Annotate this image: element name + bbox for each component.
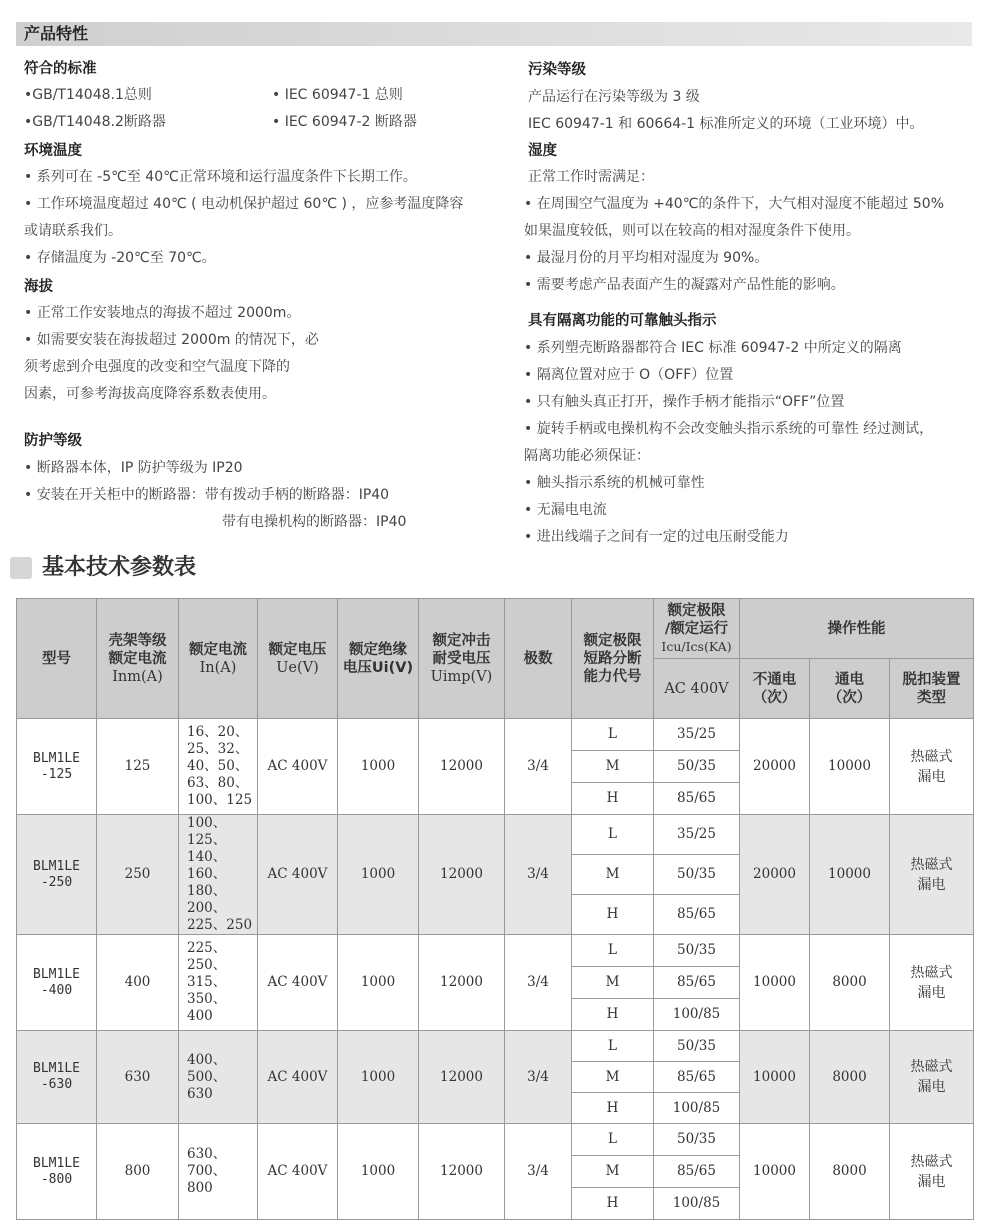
heading-ambient-temperature: 环境温度 [24,143,82,159]
trip-line: 漏电 [917,1079,946,1095]
th-line: Ue(V) [276,659,319,676]
cell-ops-without-current: 10000 [740,1124,810,1220]
section-header-bar [16,22,972,46]
cell-trip-type [890,815,974,935]
humidity-line: • 在周围空气温度为 +40℃的条件下，大气相对湿度不能超过 50% [524,196,944,212]
cell-insulation-voltage: 1000 [338,815,419,935]
th-line: 额定电流 [108,650,167,667]
spec-table-head [17,599,974,719]
th-line: 类型 [917,689,947,706]
cell-trip-type [890,1124,974,1220]
th-line: 额定极限 [583,632,642,649]
humidity-line: • 最湿月份的月平均相对湿度为 90%。 [524,250,769,266]
std-item: •GB/T14048.1总则 [24,87,152,103]
th-line: Uimp(V) [430,668,493,685]
current-line: 100、125、 [187,815,227,848]
th-line: 额定极限 [667,602,726,619]
cell-poles: 3/4 [505,935,572,1031]
th-line: Inm(A) [112,668,163,685]
cell-icu-ics: 50/35 [654,751,740,783]
trip-line: 热磁式 [910,748,953,765]
th-line: 短路分断 [583,650,642,667]
humidity-line: 如果温度较低，则可以在较高的相对湿度条件下使用。 [524,223,860,239]
cell-trip-type [890,1031,974,1124]
trip-line: 热磁式 [910,964,953,981]
cell-ops-with-current: 10000 [810,815,890,935]
th-ac-voltage: AC 400V [654,659,740,719]
cell-breaking-code: M [572,751,654,783]
cell-ops-with-current: 10000 [810,719,890,815]
th-line: 额定冲击 [432,632,491,649]
cell-model [17,719,97,815]
humidity-line: 正常工作时需满足： [528,169,654,185]
trip-line: 漏电 [917,876,946,893]
cell-insulation-voltage: 1000 [338,1031,419,1124]
cell-insulation-voltage: 1000 [338,719,419,815]
cell-frame-current: 630 [97,1031,179,1124]
cell-breaking-code: H [572,783,654,815]
th-line: In(A) [199,659,237,676]
th-frame-current [97,599,179,719]
std-item: • IEC 60947-2 断路器 [272,114,417,130]
heading-standards: 符合的标准 [24,61,97,77]
cell-impulse-voltage: 12000 [419,815,505,935]
current-line: 400 [187,1008,213,1024]
cell-breaking-code: M [572,1156,654,1188]
current-line: 63、80、 [187,775,249,791]
cell-icu-ics: 50/35 [654,1124,740,1156]
th-breaking-code [572,599,654,719]
cell-frame-current: 250 [97,815,179,935]
cell-icu-ics: 100/85 [654,1093,740,1124]
table-row [17,935,974,967]
model-line: -630 [40,1077,73,1092]
current-line: 800 [187,1180,213,1196]
isolation-line: • 系列塑壳断路器都符合 IEC 标准 60947-2 中所定义的隔离 [524,340,902,356]
cell-impulse-voltage: 12000 [419,1124,505,1220]
th-poles [505,599,572,719]
cell-icu-ics: 50/35 [654,855,740,895]
cell-breaking-code: L [572,719,654,751]
trip-line: 热磁式 [910,1059,953,1075]
env-line: • 工作环境温度超过 40℃ ( 电动机保护超过 60℃ ) ，应参考温度降容 [24,196,464,212]
model-line: BLM1LE [33,966,80,982]
th-line: 额定绝缘 [349,641,407,658]
th-line: （次） [827,689,872,706]
cell-ops-with-current: 8000 [810,935,890,1031]
th-line: 耐受电压 [432,650,491,667]
cell-breaking-code: L [572,935,654,967]
cell-rated-currents [179,935,258,1031]
altitude-line: • 正常工作安装地点的海拔不超过 2000m。 [24,305,301,321]
isolation-line: • 只有触头真正打开，操作手柄才能指示“OFF”位置 [524,394,845,410]
table-row [17,1031,974,1062]
th-trip-type [890,659,974,719]
heading-humidity: 湿度 [528,143,557,159]
th-rated-voltage [258,599,338,719]
current-line: 315、350、 [187,974,227,1007]
cell-breaking-code: L [572,1124,654,1156]
std-item: • IEC 60947-1 总则 [272,87,403,103]
model-line: BLM1LE [33,858,80,874]
trip-line: 漏电 [917,1173,946,1190]
cell-ops-without-current: 10000 [740,935,810,1031]
isolation-line: • 旋转手柄或电操机构不会改变触头指示系统的可靠性 经过测试， [524,421,934,437]
cell-frame-current: 800 [97,1124,179,1220]
model-line: BLM1LE [33,1061,80,1076]
trip-line: 热磁式 [910,1153,953,1170]
cell-frame-current: 400 [97,935,179,1031]
cell-rated-voltage: AC 400V [258,1031,338,1124]
th-impulse-voltage [419,599,505,719]
cell-breaking-code: L [572,1031,654,1062]
current-line: 400、500、 [187,1051,227,1085]
cell-model [17,815,97,935]
th-line: 电压Ui(V) [342,659,414,676]
cell-icu-ics: 85/65 [654,967,740,999]
model-line: -250 [40,874,73,890]
current-line: 225、250、 [187,940,227,973]
model-line: -400 [40,982,73,998]
cell-ops-without-current: 20000 [740,815,810,935]
cell-ops-without-current: 10000 [740,1031,810,1124]
cell-icu-ics: 50/35 [654,1031,740,1062]
cell-icu-ics: 85/65 [654,895,740,935]
current-line: 630 [187,1085,213,1102]
pollution-line: 产品运行在污染等级为 3 级 [528,89,700,105]
altitude-line: 因素，可参考海拔高度降容系数表使用。 [24,386,276,402]
cell-icu-ics: 50/35 [654,935,740,967]
section-square-icon [10,557,32,579]
isolation-line: • 触头指示系统的机械可靠性 [524,475,705,491]
table-row [17,815,974,855]
cell-frame-current: 125 [97,719,179,815]
cell-impulse-voltage: 12000 [419,719,505,815]
cell-poles: 3/4 [505,1124,572,1220]
th-line: 型号 [42,650,71,667]
protection-line: • 断路器本体，IP 防护等级为 IP20 [24,460,243,476]
th-line: 操作性能 [827,620,886,637]
th-operating-performance [740,599,974,659]
cell-rated-voltage: AC 400V [258,815,338,935]
cell-icu-ics: 35/25 [654,719,740,751]
cell-poles: 3/4 [505,815,572,935]
env-line: 或请联系我们。 [24,223,122,239]
th-line: 通电 [835,671,864,688]
cell-breaking-code: M [572,855,654,895]
cell-impulse-voltage: 12000 [419,935,505,1031]
current-line: 180、200、 [187,883,227,916]
th-line: 能力代号 [583,668,642,685]
cell-insulation-voltage: 1000 [338,1124,419,1220]
cell-impulse-voltage: 12000 [419,1031,505,1124]
cell-breaking-code: H [572,1093,654,1124]
trip-line: 漏电 [917,984,946,1001]
heading-protection: 防护等级 [24,433,82,449]
th-line: 额定电压 [268,641,327,658]
cell-breaking-code: H [572,999,654,1031]
cell-poles: 3/4 [505,1031,572,1124]
heading-isolation: 具有隔离功能的可靠触头指示 [528,313,717,329]
cell-breaking-code: L [572,815,654,855]
cell-ops-with-current: 8000 [810,1031,890,1124]
altitude-line: 须考虑到介电强度的改变和空气温度下降的 [24,359,290,375]
cell-rated-voltage: AC 400V [258,935,338,1031]
th-insulation-voltage [338,599,419,719]
th-without-current [740,659,810,719]
cell-icu-ics: 85/65 [654,783,740,815]
section-title-specs: 基本技术参数表 [42,555,197,580]
table-row [17,719,974,751]
isolation-line: • 无漏电电流 [524,502,607,518]
isolation-line: 隔离功能必须保证： [524,448,650,464]
trip-line: 漏电 [917,768,946,785]
current-line: 140、160、 [187,849,227,882]
current-line: 16、20、 [187,724,249,740]
current-line: 40、50、 [187,758,249,774]
altitude-line: • 如需要安装在海拔超过 2000m 的情况下，必 [24,332,319,348]
section-title-features: 产品特性 [24,24,89,43]
std-item: •GB/T14048.2断路器 [24,114,166,130]
th-rated-current [179,599,258,719]
th-line: /额定运行 [664,620,729,637]
model-line: BLM1LE [33,1155,80,1171]
th-with-current [810,659,890,719]
cell-rated-currents [179,1031,258,1124]
cell-rated-currents [179,719,258,815]
humidity-line: • 需要考虑产品表面产生的凝露对产品性能的影响。 [524,277,845,293]
cell-icu-ics: 85/65 [654,1062,740,1093]
spec-table [16,598,974,1220]
cell-model [17,935,97,1031]
model-line: -125 [40,766,73,782]
cell-breaking-code: H [572,1188,654,1220]
env-line: • 存储温度为 -20℃至 70℃。 [24,250,216,266]
isolation-line: • 隔离位置对应于 O（OFF）位置 [524,367,734,383]
table-row [17,1124,974,1156]
th-line: 极数 [523,650,553,667]
cell-breaking-code: M [572,1062,654,1093]
protection-line: • 安装在开关柜中的断路器：带有拨动手柄的断路器：IP40 [24,487,390,503]
cell-icu-ics: 35/25 [654,815,740,855]
current-line: 225、250 [187,917,253,933]
cell-ops-with-current: 8000 [810,1124,890,1220]
trip-line: 热磁式 [910,856,953,873]
isolation-line: • 进出线端子之间有一定的过电压耐受能力 [524,529,789,545]
th-line: （次） [752,689,797,706]
pollution-line: IEC 60947-1 和 60664-1 标准所定义的环境（工业环境）中。 [528,116,924,132]
cell-rated-currents [179,1124,258,1220]
protection-line: 带有电操机构的断路器：IP40 [222,514,407,530]
cell-icu-ics: 100/85 [654,1188,740,1220]
env-line: • 系列可在 -5℃至 40℃正常环境和运行温度条件下长期工作。 [24,169,417,185]
spec-table-body [17,719,974,1220]
cell-breaking-code: M [572,967,654,999]
cell-trip-type [890,935,974,1031]
th-icu-ics [654,599,740,659]
th-model [17,599,97,719]
cell-rated-voltage: AC 400V [258,719,338,815]
cell-breaking-code: H [572,895,654,935]
cell-poles: 3/4 [505,719,572,815]
model-line: -800 [40,1171,73,1187]
cell-icu-ics: 85/65 [654,1156,740,1188]
cell-rated-voltage: AC 400V [258,1124,338,1220]
th-line: 额定电流 [189,641,247,658]
th-line: 脱扣装置 [902,671,961,688]
cell-trip-type [890,719,974,815]
cell-ops-without-current: 20000 [740,719,810,815]
th-line: 不通电 [752,671,797,688]
heading-pollution: 污染等级 [528,62,586,78]
th-line: Icu/Ics(KA) [661,638,732,654]
model-line: BLM1LE [33,750,80,766]
cell-model [17,1124,97,1220]
current-line: 630、700、 [187,1146,227,1179]
current-line: 25、32、 [187,741,249,757]
cell-insulation-voltage: 1000 [338,935,419,1031]
cell-model [17,1031,97,1124]
current-line: 100、125 [187,792,253,808]
cell-icu-ics: 100/85 [654,999,740,1031]
th-line: 壳架等级 [108,632,167,649]
cell-rated-currents [179,815,258,935]
heading-altitude: 海拔 [24,279,53,295]
